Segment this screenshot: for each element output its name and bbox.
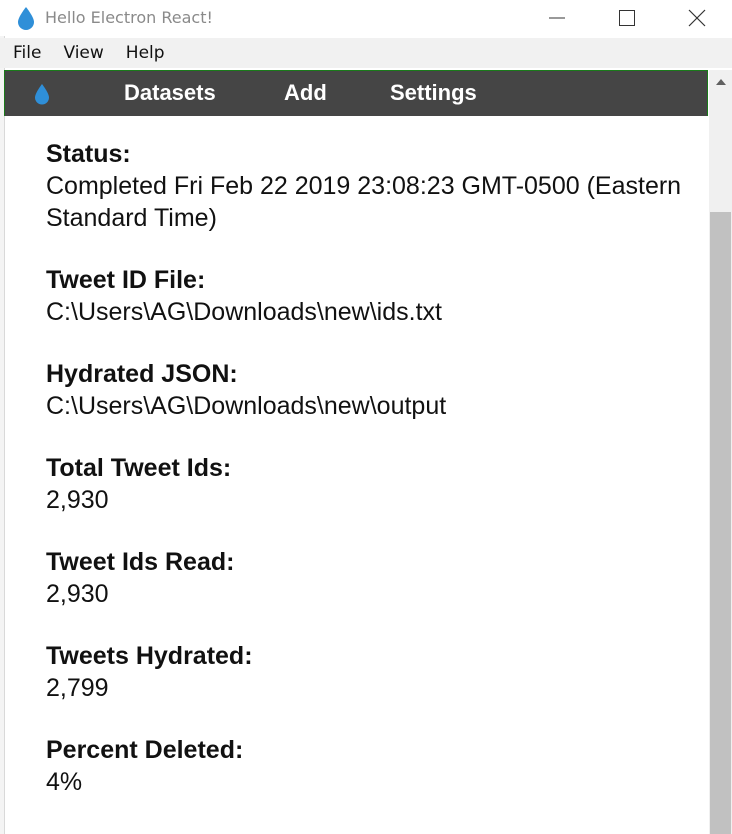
field-value: 2,930 (46, 580, 109, 608)
menu-view[interactable]: View (63, 43, 104, 63)
field-value: 2,799 (46, 674, 109, 702)
nav-datasets-link[interactable]: Datasets (124, 80, 216, 105)
close-button[interactable] (662, 0, 732, 36)
window-left-edge (0, 36, 5, 834)
status-field (46, 138, 696, 234)
nav-settings-link[interactable]: Settings (390, 80, 477, 105)
menu-help[interactable]: Help (125, 43, 165, 63)
field-value: Completed Fri Feb 22 2019 23:08:23 GMT-0500 (Eastern Standard Time) (46, 172, 682, 232)
field-label: Tweet Ids Read: (46, 548, 235, 576)
scroll-thumb[interactable] (710, 212, 731, 834)
dataset-status-panel (46, 138, 696, 828)
scroll-up-button[interactable] (709, 70, 732, 92)
maximize-icon (619, 10, 635, 26)
total-tweet-ids-field (46, 452, 696, 516)
vertical-scrollbar[interactable] (709, 70, 732, 834)
app-navbar (4, 70, 708, 116)
field-value: C:\Users\AG\Downloads\new\ids.txt (46, 298, 442, 326)
hydrated-json-field (46, 358, 696, 422)
water-drop-icon[interactable] (34, 83, 50, 110)
percent-deleted-field (46, 734, 696, 798)
chevron-up-icon (716, 72, 726, 90)
menu-file[interactable]: File (13, 43, 42, 63)
field-value: C:\Users\AG\Downloads\new\output (46, 392, 447, 420)
tweets-hydrated-field (46, 640, 696, 704)
field-label: Total Tweet Ids: (46, 454, 232, 482)
field-value: 4% (46, 768, 83, 796)
minimize-button[interactable] (522, 0, 592, 36)
field-label: Status: (46, 140, 131, 168)
field-label: Percent Deleted: (46, 736, 244, 764)
water-drop-icon (17, 6, 35, 30)
minimize-icon (549, 10, 565, 26)
title-bar[interactable] (0, 0, 732, 36)
tweet-ids-read-field (46, 546, 696, 610)
nav-add-link[interactable]: Add (284, 80, 327, 105)
maximize-button[interactable] (592, 0, 662, 36)
tweet-id-file-field (46, 264, 696, 328)
close-icon (688, 9, 706, 27)
field-value: 2,930 (46, 486, 109, 514)
field-label: Tweets Hydrated: (46, 642, 253, 670)
field-label: Tweet ID File: (46, 266, 206, 294)
field-label: Hydrated JSON: (46, 360, 238, 388)
window-title: Hello Electron React! (45, 8, 213, 27)
menu-bar (0, 38, 732, 68)
